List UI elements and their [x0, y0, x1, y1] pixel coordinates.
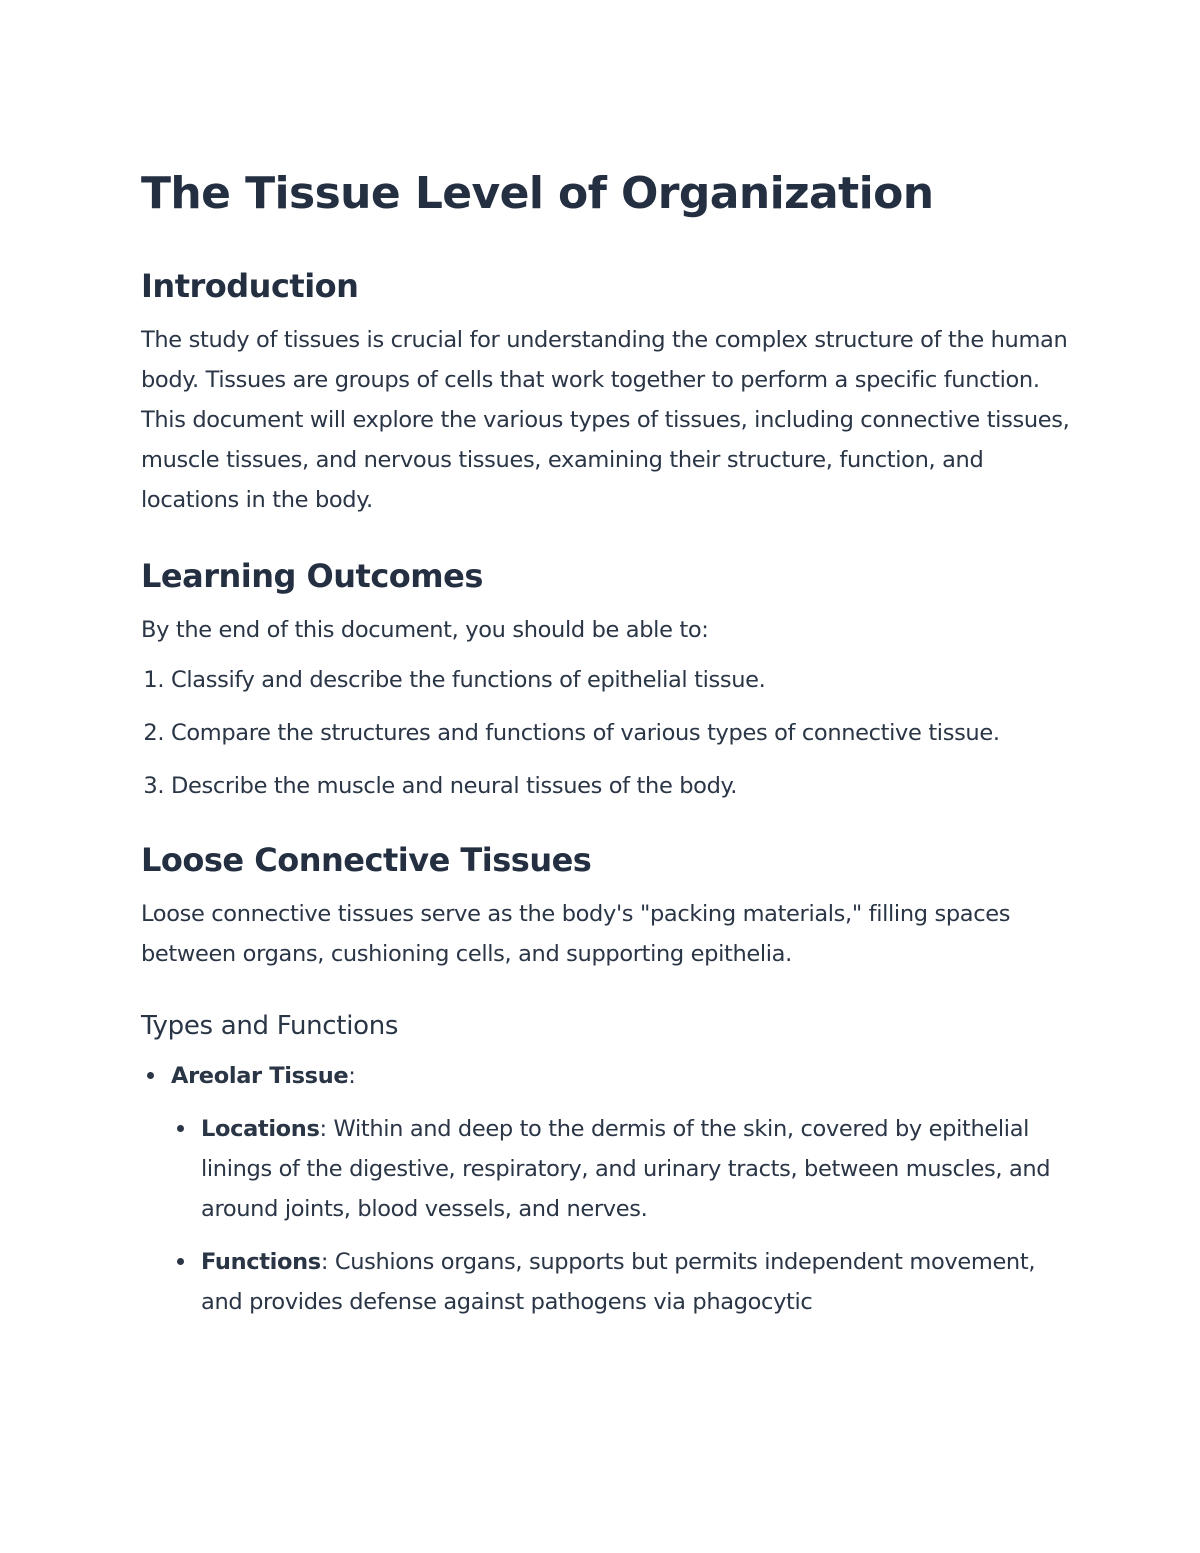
bullet-icon	[177, 1125, 184, 1132]
list-item-locations	[201, 1109, 1071, 1229]
learning-outcomes-list	[141, 660, 1071, 806]
list-item: 2. Compare the structures and functions of various types of connective tissue.	[171, 713, 1071, 753]
types-and-functions-subheading: Types and Functions	[141, 1011, 399, 1041]
locations-label: Locations	[201, 1116, 320, 1142]
functions-label: Functions	[201, 1249, 321, 1275]
list-item: 1. Classify and describe the functions of epithelial tissue.	[171, 660, 1071, 700]
areolar-details-list	[171, 1109, 1071, 1322]
learning-outcomes-intro: By the end of this document, you should be able to:	[141, 617, 709, 643]
bullet-icon	[147, 1072, 154, 1079]
document-title: The Tissue Level of Organization	[141, 168, 934, 219]
list-item-areolar	[171, 1056, 1071, 1322]
loose-connective-text: Loose connective tissues serve as the body's "packing materials," filling spaces between organs, cushioning cells, and supporting epithelia.	[141, 901, 1011, 967]
introduction-heading: Introduction	[141, 267, 359, 305]
locations-text: : Within and deep to the dermis of the skin, covered by epithelial linings of the digestive, respiratory, and urinary tracts, between muscles, and around joints, blood vessels, and nerves.	[201, 1116, 1051, 1222]
learning-outcomes-heading: Learning Outcomes	[141, 557, 483, 595]
loose-connective-heading: Loose Connective Tissues	[141, 841, 592, 879]
areolar-suffix: :	[348, 1063, 356, 1089]
functions-text: : Cushions organs, supports but permits independent movement, and provides defense against pathogens via phagocytic	[201, 1249, 1036, 1315]
introduction-text: The study of tissues is crucial for understanding the complex structure of the human body. Tissues are groups of cells that work together to perform a specific function. This document will explore the various types of tissues, including connective tissues, muscle tissues, and nervous tissues, examining their structure, function, and locations in the body.	[141, 327, 1070, 513]
tissue-types-list	[141, 1056, 1071, 1322]
list-item-functions	[201, 1242, 1071, 1322]
areolar-label: Areolar Tissue	[171, 1063, 349, 1089]
bullet-icon	[177, 1258, 184, 1265]
list-item: 3. Describe the muscle and neural tissues of the body.	[171, 766, 1071, 806]
document-page	[141, 160, 1071, 1335]
